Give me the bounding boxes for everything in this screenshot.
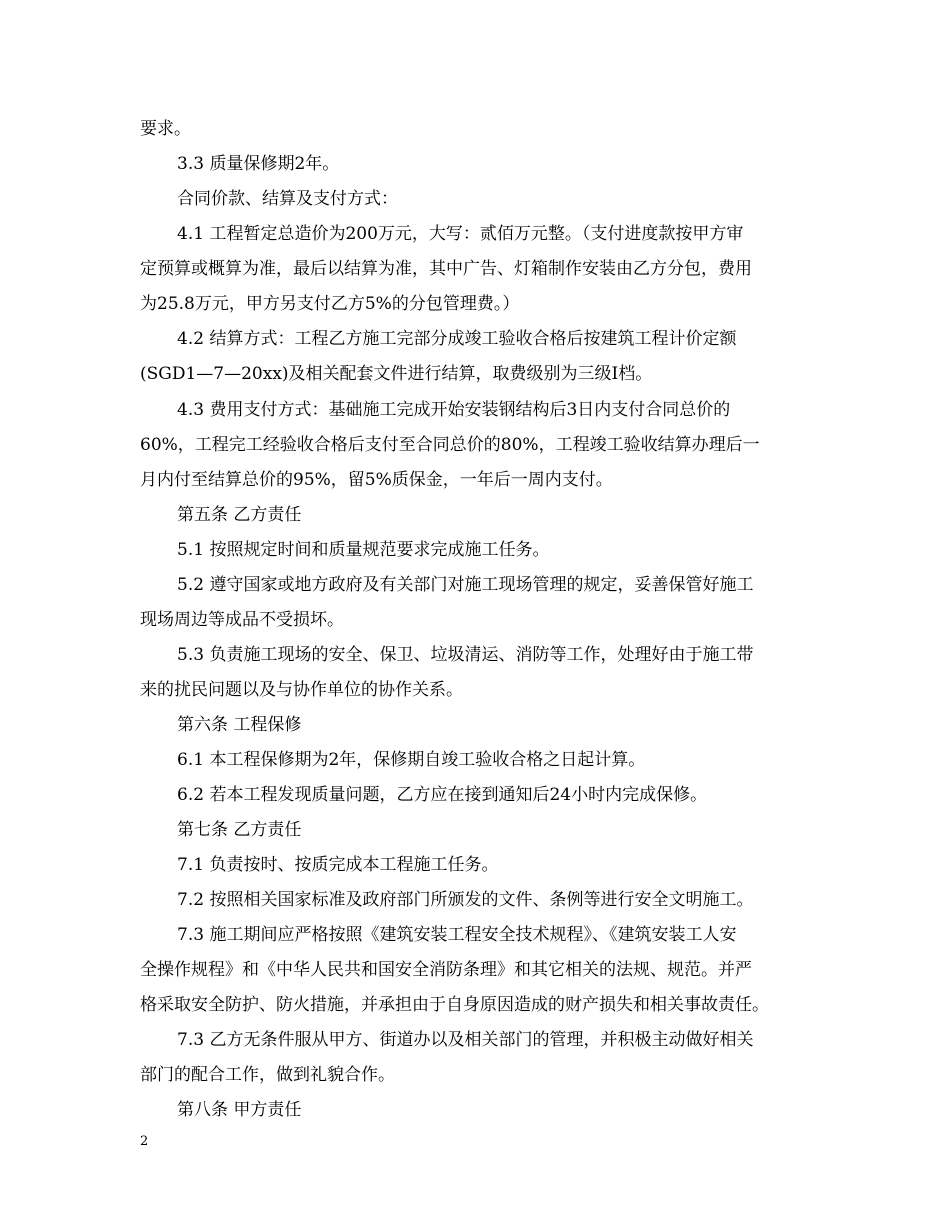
page-number: 2 [140, 1134, 149, 1149]
clause-line: 3.3 质量保修期2年。 [177, 154, 340, 174]
body-line: 现场周边等成品不受损坏。 [140, 610, 344, 630]
section-heading: 合同价款、结算及支付方式： [177, 189, 398, 209]
clause-line: 4.2 结算方式：工程乙方施工完部分成竣工验收合格后按建筑工程计价定额 [177, 329, 737, 349]
clause-line: 4.1 工程暂定总造价为200万元，大写：贰佰万元整。（支付进度款按甲方审 [177, 224, 744, 244]
body-line: (SGD1—7—20xx)及相关配套文件进行结算，取费级别为三级Ⅰ档。 [140, 364, 653, 384]
body-line: 全操作规程》和《中华人民共和国安全消防条理》和其它相关的法规、规范。并严 [140, 960, 752, 980]
article-heading: 第七条 乙方责任 [177, 820, 302, 840]
article-heading: 第五条 乙方责任 [177, 505, 302, 525]
body-line: 来的扰民问题以及与协作单位的协作关系。 [140, 680, 463, 700]
clause-line: 7.2 按照相关国家标准及政府部门所颁发的文件、条例等进行安全文明施工。 [177, 890, 754, 910]
body-line: 月内付至结算总价的95%，留5%质保金，一年后一周内支付。 [140, 470, 613, 490]
clause-line: 5.1 按照规定时间和质量规范要求完成施工任务。 [177, 540, 550, 560]
body-line: 部门的配合工作，做到礼貌合作。 [140, 1065, 395, 1085]
article-heading: 第六条 工程保修 [177, 715, 302, 735]
clause-line: 4.3 费用支付方式：基础施工完成开始安装钢结构后3日内支付合同总价的 [177, 400, 731, 420]
clause-line: 7.3 乙方无条件服从甲方、街道办以及相关部门的管理，并积极主动做好相关 [177, 1030, 754, 1050]
clause-line: 5.3 负责施工现场的安全、保卫、垃圾清运、消防等工作，处理好由于施工带 [177, 645, 754, 665]
body-line: 为25.8万元，甲方另支付乙方5%的分包管理费。） [140, 294, 520, 314]
clause-line: 6.1 本工程保修期为2年，保修期自竣工验收合格之日起计算。 [177, 750, 646, 770]
clause-line: 6.2 若本工程发现质量问题，乙方应在接到通知后24小时内完成保修。 [177, 785, 708, 805]
clause-line: 5.2 遵守国家或地方政府及有关部门对施工现场管理的规定，妥善保管好施工 [177, 575, 754, 595]
clause-line: 7.3 施工期间应严格按照《建筑安装工程安全技术规程》、《建筑安装工人安 [177, 925, 737, 945]
article-heading: 第八条 甲方责任 [177, 1100, 302, 1120]
clause-line: 7.1 负责按时、按质完成本工程施工任务。 [177, 855, 499, 875]
body-line: 要求。 [140, 119, 191, 139]
body-line: 格采取安全防护、防火措施，并承担由于自身原因造成的财产损失和相关事故责任。 [140, 995, 769, 1015]
body-line: 定预算或概算为准，最后以结算为准，其中广告、灯箱制作安装由乙方分包，费用 [140, 259, 752, 279]
body-line: 60%，工程完工经验收合格后支付至合同总价的80%，工程竣工验收结算办理后一 [140, 435, 760, 455]
